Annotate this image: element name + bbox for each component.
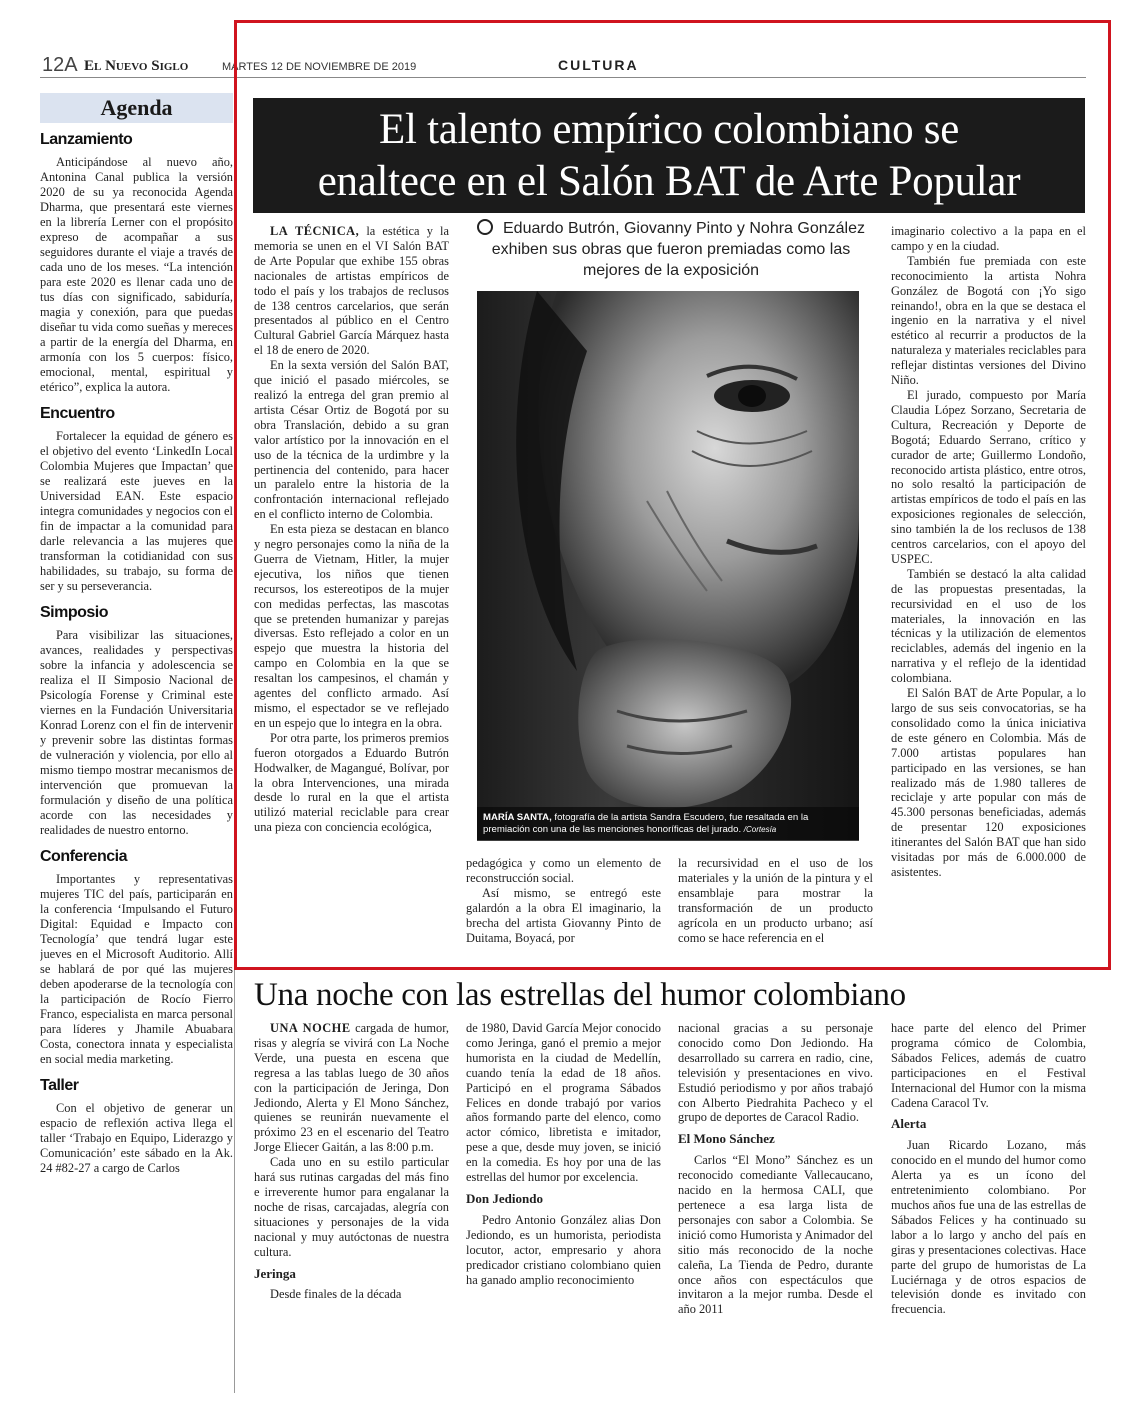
article-paragraph: hace parte del elenco del Primer programa cómico de Colombia, Sábados Felices, además de cuatro participaciones en el Festival Internacional del Humor con la misma Cadena Caracol Tv.: [891, 1021, 1086, 1110]
agenda-text-simposio: Para visibilizar las situaciones, avances, realidades y perspectivas sobre la infancia y adolescencia se realiza el II Simposio Nacional de Psicología Forense y Criminal este viernes en la Fundación Universitaria Konrad Lorenz con el fin de intervenir y prevenir sobre las distintas formas de vulneración y violencia, por ello al mismo tiempo mostrar mecanismos de intervención que promuevan la formulación y diseño de una política acorde con las necesidades y realidades de nuestro entorno.: [40, 628, 233, 837]
subheading-don-jediondo: Don Jediondo: [466, 1190, 543, 1206]
page-number: 12A: [42, 54, 78, 76]
article-paragraph: UNA NOCHE cargada de humor, risas y alegría se vivirá con La Noche Verde, una puesta en escena que regresa a las tablas luego de 30 años con la participación de Jeringa, Don Jediondo, Alerta y El Mono Sánchez, quienes se reunirán nuevamente el próximo 23 en el escenario del Teatro Jorge Eliecer Gaitán, a las 8:00 p.m.: [254, 1021, 449, 1155]
subheading-alerta: Alerta: [891, 1116, 927, 1132]
column-divider: [234, 93, 235, 1393]
article-paragraph: El jurado, compuesto por María Claudia López Sorzano, Secretaria de Cultura, Recreación y Deporte de Bogotá; Eduardo Serrano, crítico y curador de arte; Guillermo Londoño, reconocido artista plástico, entre otros, no solo resaltó la participación de artistas empíricos de todo el país en las exposiciones regionales de selección, sino también la de los reclusos de 138 centros carcelarios, con el apoyo del USPEC.: [891, 387, 1086, 566]
article-paragraph: El Salón BAT de Arte Popular, a lo largo de sus seis convocatorias, se ha consolidado como la única iniciativa de este género en Colombia. Más de 7.000 artistas populares han participado en las versiones, se han realizado más de 1.980 talleres de reciclaje y arte popular con más de 45.300 personas beneficiadas, además de presentar 120 exposiciones itinerantes del Salón BAT que han sido visitadas por más de 6.000.000 de asistentes.: [891, 686, 1086, 879]
agenda-text-encuentro: Fortalecer la equidad de género es el objetivo del evento ‘LinkedIn Local Colombia Mujeres que Impactan’ que se realizará este jueves en la Universidad EAN. Este espacio integra comunidades y negocios con el fin de impactar a la comunidad para darle relevancia a las mujeres que transforman la cotidianidad con sus habilidades, su trabajo, su forma de ser y su perseverancia.: [40, 429, 233, 593]
subheading-jeringa: Jeringa: [254, 1265, 296, 1281]
agenda-heading-taller: Taller: [40, 1077, 79, 1094]
second-article-headline: Una noche con las estrellas del humor colombiano: [254, 977, 906, 1013]
second-article-column-4: [891, 1021, 1086, 1351]
article-paragraph: Carlos “El Mono” Sánchez es un reconocido comediante Vallecaucano, nacido en la hermosa CALI, que pertenece a esa larga lista de personajes con sabor a Colombia. Se inició como Humorista y Animador del sitio más reconocido de la noche caleña, La Tienda de Pedro, durante once años con espectáculos que invitaron a la mejor rumba. Desde el año 2011: [678, 1153, 873, 1317]
second-article-column-1: [254, 1021, 449, 1351]
article-paragraph: Desde finales de la década: [270, 1287, 402, 1302]
article-paragraph: LA TÉCNICA, la estética y la memoria se unen en el VI Salón BAT de Arte Popular que exhibe 155 obras nacionales de artistas empíricos de todo el país y los trabajos de reclusos de 138 centros carcelarios, que serán presentados al público en el Centro Cultural Gabriel García Márquez hasta el 18 de enero de 2020.: [254, 224, 449, 358]
second-article-column-3: [678, 1021, 873, 1351]
article-paragraph: Juan Ricardo Lozano, más conocido en el mundo del humor como Alerta ya es un ícono del entretenimiento colombiano. Por muchos años fue una de las estrellas de Sábados Felices y ha continuado su labor a lo largo y ancho del país en giras y presentaciones colectivas. Hace parte del grupo de humoristas de La Luciérnaga y de otros espacios de televisión donde es invitado con frecuencia.: [891, 1138, 1086, 1317]
agenda-sidebar: [40, 93, 233, 1406]
article-paragraph: imaginario colectivo a la papa en el campo y en la ciudad.: [891, 224, 1086, 253]
agenda-text-conferencia: Importantes y representativas mujeres TIC del país, participarán en la conferencia ‘Impulsando el Futuro Digital: Equidad e Impacto con Tecnología’ que tendrá lugar este jueves en el Microsoft Auditorio. Allí se hablará de por qué las mujeres deben apoderarse de la tecnología con la participación de Rocío Fierro Franco, especialista en marca personal para líderes y Jhamile Abuabara Costa, conectora innata y especialista en social media marketing.: [40, 872, 233, 1066]
lead-word: LA TÉCNICA,: [270, 224, 360, 238]
lead-word: UNA NOCHE: [270, 1021, 351, 1035]
article-paragraph: Cada uno en su estilo particular hará sus rutinas cargadas del más fino e irreverente humor para engalanar la noche de risas, carcajadas, alegría con situaciones y personajes de la vida nacional y muy autóctonas de nuestra cultura.: [254, 1155, 449, 1259]
article-headline: [253, 98, 1085, 213]
agenda-heading-encuentro: Encuentro: [40, 405, 115, 422]
agenda-text-lanzamiento: Anticipándose al nuevo año, Antonina Canal publica la versión 2020 de su ya reconocida Agenda Dharma, que presentará este viernes en la librería Lerner con el propósito expreso de acompañar a sus seguidores durante el viaje a través de cada uno de los meses. “La intención para este 2020 es llenar cada uno de tus días con significado, sabiduría, magia y conexión, para que puedas diseñar tu vida como sueñas y mereces a partir de la energía del Dharma, en armonía con los 5 cuerpos: físico, emocional, mental, espiritual y etérico”, explica la autora.: [40, 155, 233, 394]
headline-line-1: El talento empírico colombiano se: [379, 106, 959, 153]
article-paragraph: Pedro Antonio González alias Don Jediondo, es un humorista, periodista locutor, actor, empresario y ahora predicador cristiano colombiano quien ha ganado amplio reconocimiento: [466, 1212, 661, 1287]
agenda-heading-lanzamiento: Lanzamiento: [40, 131, 133, 148]
agenda-heading-simposio: Simposio: [40, 604, 109, 621]
portrait-photo: [477, 291, 859, 840]
article-separator: [253, 967, 1086, 969]
photo-credit: /Cortesía: [743, 825, 777, 834]
article-paragraph: la recursividad en el uso de los materiales y la unión de la pintura y el ensamblaje para mostrar la transformación de un producto agrícola en un producto urbano; así como se hace referencia en el: [678, 856, 873, 945]
article-paragraph: También se destacó la alta calidad de las propuestas presentadas, la recursividad en el uso de los materiales, la innovación en las técnicas y la utilización de elementos reciclables, además del ingenio en la narrativa y el reflejo de la identidad colombiana.: [891, 566, 1086, 686]
article-paragraph: de 1980, David García Mejor conocido como Jeringa, ganó el premio a mejor humorista en la ciudad de Medellín, cuando tenía la edad de 18 años. Participó en el programa Sábados Felices en donde trabajó por varios años formando parte del elenco, como actor cómico, libretista e imitador, pese a que, desde muy joven, se inició en la comedia. Es hoy por una de las estrellas del humor por excelencia.: [466, 1021, 661, 1185]
article-column-2: [466, 856, 661, 964]
agenda-heading-conferencia: Conferencia: [40, 848, 127, 865]
article-subtitle: Eduardo Butrón, Giovanny Pinto y Nohra González exhiben sus obras que fueron premiadas como las mejores de la exposición: [466, 218, 876, 281]
section-name: CULTURA: [558, 57, 639, 73]
article-column-1: [254, 224, 449, 964]
bullet-icon: [477, 219, 493, 235]
article-paragraph: Así mismo, se entregó este galardón a la obra El imaginario, la brecha del artista Giovanny Pinto de Duitama, Boyacá, por: [466, 885, 661, 945]
photo-caption: MARÍA SANTA, fotografía de la artista Sandra Escudero, fue resaltada en la premiación con una de las menciones honoríficas del jurado. /Cortesía: [477, 807, 859, 841]
agenda-title: Agenda: [40, 93, 233, 123]
article-paragraph: Por otra parte, los primeros premios fueron otorgados a Eduardo Butrón Hodwalker, de Magangué, Bolívar, por la obra Intervenciones, una mirada desde lo rural en la que el artista utilizó material reciclable para crear una pieza con conciencia ecológica,: [254, 730, 449, 835]
article-paragraph: En la sexta versión del Salón BAT, que inició el pasado miércoles, se realizó la entrega del gran premio al artista César Ortiz de Bogotá por su obra Translación, debido a su gran valor artístico por la innovación en el uso de la técnica de la urdimbre y la pertinencia del contenido, para hacer un paralelo entre la historia de la confrontación internacional reflejado en el conflicto interno de Colombia.: [254, 358, 449, 522]
agenda-text-taller: Con el objetivo de generar un espacio de reflexión activa llega el taller ‘Trabajo en Equipo, Liderazgo y Comunicación’ este sábado en la Ak. 24 #82-27 a cargo de Carlos: [40, 1101, 233, 1175]
issue-date: MARTES 12 DE NOVIEMBRE DE 2019: [222, 61, 417, 73]
article-column-3: [678, 856, 873, 964]
headline-line-2: enaltece en el Salón BAT de Arte Popular: [317, 158, 1021, 205]
article-column-4: [891, 224, 1086, 964]
newspaper-name: El Nuevo Siglo: [84, 58, 189, 74]
article-paragraph: En esta pieza se destacan en blanco y negro personajes como la niña de la Guerra de Vietnam, Hitler, la mujer ejecutiva, los niños que tienen recursos, los estereotipos de la mujer con medidas perfectas, las mascotas que se pretenden humanizar y parejas diversas. Esto reflejado a color en un espejo que muestra la historia del campo en Colombia en la que se resaltan los campesinos, el chamán y agentes del conflicto armado. Así mismo, el espectador se ve reflejado en un espejo que lo integra en la obra.: [254, 522, 449, 730]
page-header: [40, 54, 1086, 78]
article-paragraph: nacional gracias a su personaje conocido como Don Jediondo. Ha desarrollado su carrera en radio, cine, televisión y presentaciones en vivo. Estudió periodismo y por años trabajó con Alberto Piedrahita Pacheco y el grupo de deportes de Caracol Radio.: [678, 1021, 873, 1125]
second-article-column-2: [466, 1021, 661, 1351]
subheading-el-mono-sanchez: El Mono Sánchez: [678, 1131, 775, 1147]
article-paragraph: También fue premiada con este reconocimiento la artista Nohra González de Bogotá con ¡Yo sigo reinando!, obra en la que se destaca el ingenio en la narrativa y el nivel estético al recurrir a productos de la naturaleza y materiales reciclables para reflejar distintas versiones del Divino Niño.: [891, 253, 1086, 388]
article-paragraph: pedagógica y como un elemento de reconstrucción social.: [466, 856, 661, 885]
